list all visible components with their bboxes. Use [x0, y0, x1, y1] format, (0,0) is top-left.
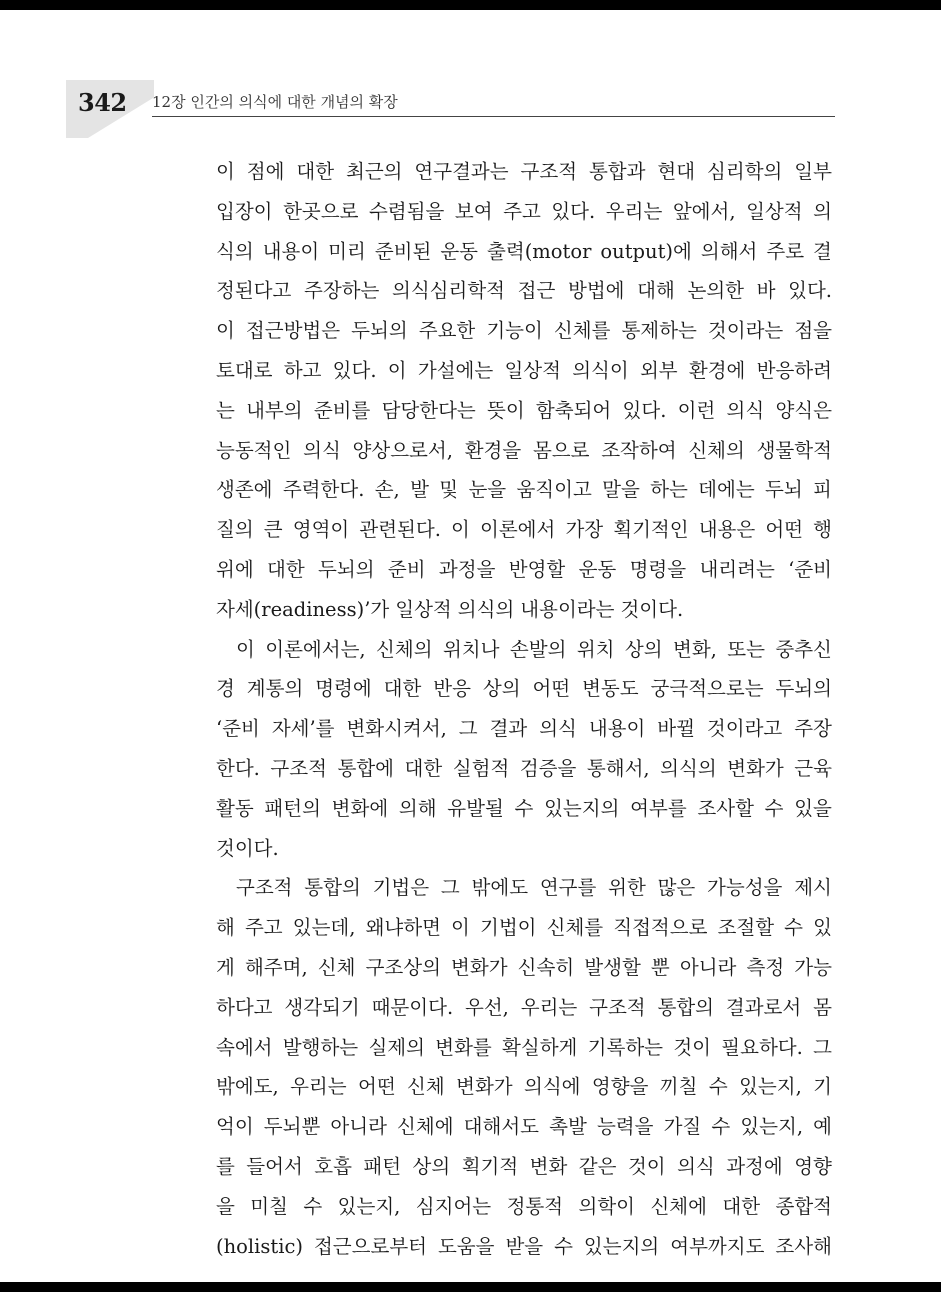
text-line: 한다. 구조적 통합에 대한 실험적 검증을 통해서, 의식의 변화가 근육 — [216, 756, 832, 780]
text-line: 정된다고 주장하는 의식심리학적 접근 방법에 대해 논의한 바 있다. — [216, 279, 832, 303]
text-line: 질의 큰 영역이 관련된다. 이 이론에서 가장 획기적인 내용은 어떤 행 — [216, 518, 832, 542]
text-line: 는 내부의 준비를 담당한다는 뜻이 함축되어 있다. 이런 의식 양식은 — [216, 398, 832, 422]
text-line: 속에서 발행하는 실제의 변화를 확실하게 기록하는 것이 필요하다. 그 — [216, 1035, 832, 1059]
text-line: 을 미칠 수 있는지, 심지어는 정통적 의학이 신체에 대한 종합적 — [216, 1194, 832, 1218]
text-line: (holistic) 접근으로부터 도움을 받을 수 있는지의 여부까지도 조사해 — [216, 1234, 832, 1258]
page-number: 342 — [78, 88, 127, 117]
text-line: 이 접근방법은 두뇌의 주요한 기능이 신체를 통제하는 것이라는 점을 — [216, 319, 832, 343]
text-line: 구조적 통합의 기법은 그 밖에도 연구를 위한 많은 가능성을 제시 — [236, 876, 832, 900]
text-line: 활동 패턴의 변화에 의해 유발될 수 있는지의 여부를 조사할 수 있을 — [216, 796, 832, 820]
text-line: 생존에 주력한다. 손, 발 및 눈을 움직이고 말을 하는 데에는 두뇌 피 — [216, 478, 832, 502]
text-line: 를 들어서 호흡 패턴 상의 획기적 변화 같은 것이 의식 과정에 영향 — [216, 1154, 832, 1178]
top-border — [0, 0, 941, 10]
bottom-border — [0, 1282, 941, 1292]
text-line: 밖에도, 우리는 어떤 신체 변화가 의식에 영향을 끼칠 수 있는지, 기 — [216, 1075, 832, 1099]
text-line: 것이다. — [216, 836, 279, 860]
text-line: 경 계통의 명령에 대한 반응 상의 어떤 변동도 궁극적으로는 두뇌의 — [216, 677, 832, 701]
text-line: 토대로 하고 있다. 이 가설에는 일상적 의식이 외부 환경에 반응하려 — [216, 358, 832, 382]
text-line: 위에 대한 두뇌의 준비 과정을 반영할 운동 명령을 내리려는 ‘준비 — [216, 557, 832, 581]
text-line: 이 이론에서는, 신체의 위치나 손발의 위치 상의 변화, 또는 중추신 — [236, 637, 832, 661]
header-rule — [152, 116, 835, 117]
text-line: 이 점에 대한 최근의 연구결과는 구조적 통합과 현대 심리학의 일부 — [216, 160, 832, 183]
text-line: 억이 두뇌뿐 아니라 신체에 대해서도 촉발 능력을 가질 수 있는지, 예 — [216, 1115, 832, 1139]
text-line: 하다고 생각되기 때문이다. 우선, 우리는 구조적 통합의 결과로서 몸 — [216, 995, 832, 1019]
body-text — [216, 152, 832, 1266]
running-head: 12장 인간의 의식에 대한 개념의 확장 — [152, 93, 398, 111]
text-line: 자세(readiness)’가 일상적 의식의 내용이라는 것이다. — [216, 597, 684, 621]
text-line: 식의 내용이 미리 준비된 운동 출력(motor output)에 의해서 주로 결 — [216, 239, 832, 263]
text-line: ‘준비 자세’를 변화시켜서, 그 결과 의식 내용이 바뀔 것이라고 주장 — [216, 717, 832, 741]
text-line: 능동적인 의식 양상으로서, 환경을 몸으로 조작하여 신체의 생물학적 — [216, 438, 832, 462]
text-line: 해 주고 있는데, 왜냐하면 이 기법이 신체를 직접적으로 조절할 수 있 — [216, 916, 832, 940]
text-line: 입장이 한곳으로 수렴됨을 보여 주고 있다. 우리는 앞에서, 일상적 의 — [216, 199, 832, 223]
text-line: 게 해주며, 신체 구조상의 변화가 신속히 발생할 뿐 아니라 측정 가능 — [216, 955, 832, 979]
